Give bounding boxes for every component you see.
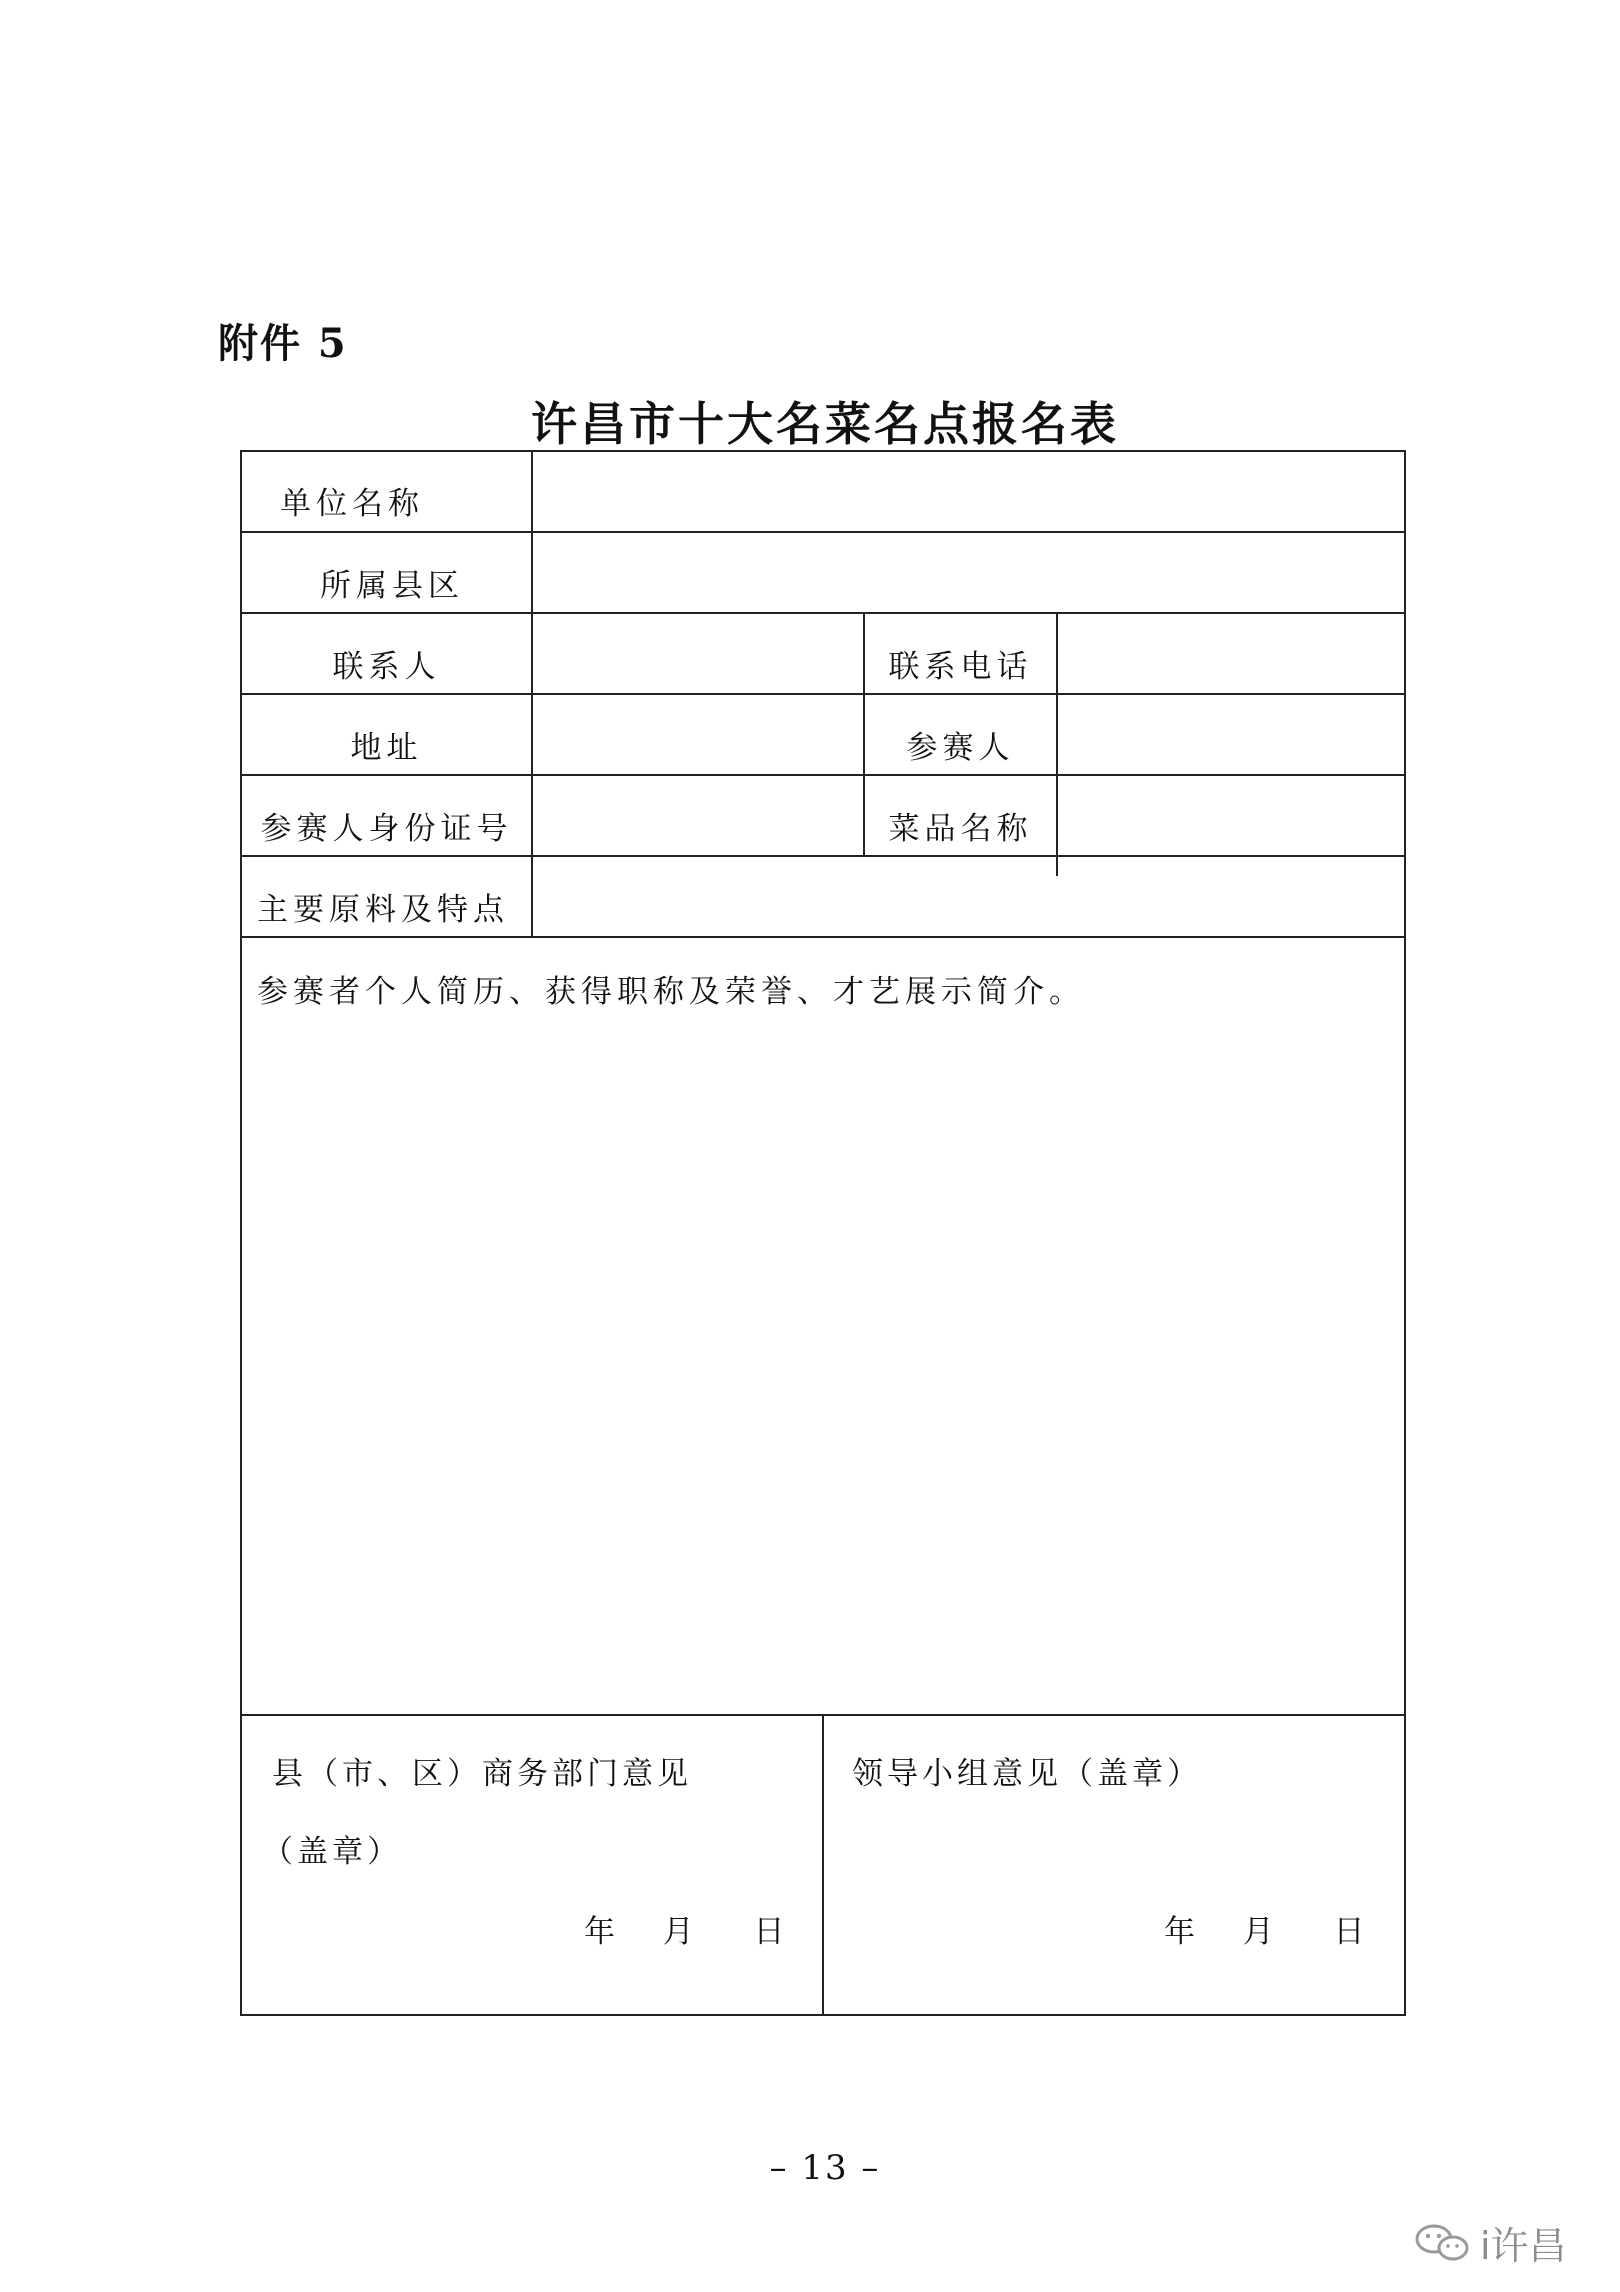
- page-number: – 13 –: [769, 2148, 881, 2188]
- watermark: [1412, 2215, 1567, 2270]
- registration-form: [240, 450, 1406, 2016]
- label-county: 所属县区: [320, 568, 464, 604]
- month-label: 月: [1242, 1914, 1274, 1950]
- column-divider: [531, 452, 533, 938]
- label-participant: 参赛人: [906, 730, 1015, 766]
- column-divider: [822, 1714, 824, 2016]
- label-id-number: 参赛人身份证号: [260, 811, 513, 847]
- label-contact: 联系人: [332, 649, 441, 685]
- wechat-icon: [1412, 2221, 1474, 2265]
- row-divider: [242, 531, 1404, 533]
- year-label: 年: [584, 1914, 615, 1950]
- row-divider: [242, 936, 1404, 938]
- county-date: [584, 1906, 784, 1951]
- month-label: 月: [662, 1914, 694, 1950]
- row-divider: [242, 855, 1404, 857]
- county-opinion-title: 县（市、区）商务部门意见: [272, 1756, 692, 1792]
- county-seal-label: （盖章）: [262, 1834, 402, 1870]
- year-label: 年: [1164, 1914, 1195, 1950]
- bio-prompt: 参赛者个人简历、获得职称及荣誉、才艺展示简介。: [257, 974, 1085, 1010]
- leadership-date: [1164, 1906, 1364, 1951]
- label-dish-name: 菜品名称: [888, 811, 1033, 847]
- leadership-opinion-title: 领导小组意见（盖章）: [852, 1756, 1202, 1792]
- row-divider: [242, 693, 1404, 695]
- page-title: 许昌市十大名菜名点报名表: [531, 397, 1119, 451]
- label-unit-name: 单位名称: [280, 486, 424, 522]
- label-address: 地址: [350, 730, 423, 766]
- watermark-text: i许昌: [1480, 2224, 1567, 2268]
- label-ingredients: 主要原料及特点: [257, 892, 509, 928]
- day-label: 日: [1333, 1914, 1365, 1950]
- row-divider: [242, 774, 1404, 776]
- row-divider: [242, 612, 1404, 614]
- attachment-label: 附件 5: [218, 320, 348, 367]
- column-divider: [1056, 612, 1058, 876]
- label-phone: 联系电话: [888, 649, 1033, 685]
- day-label: 日: [753, 1914, 785, 1950]
